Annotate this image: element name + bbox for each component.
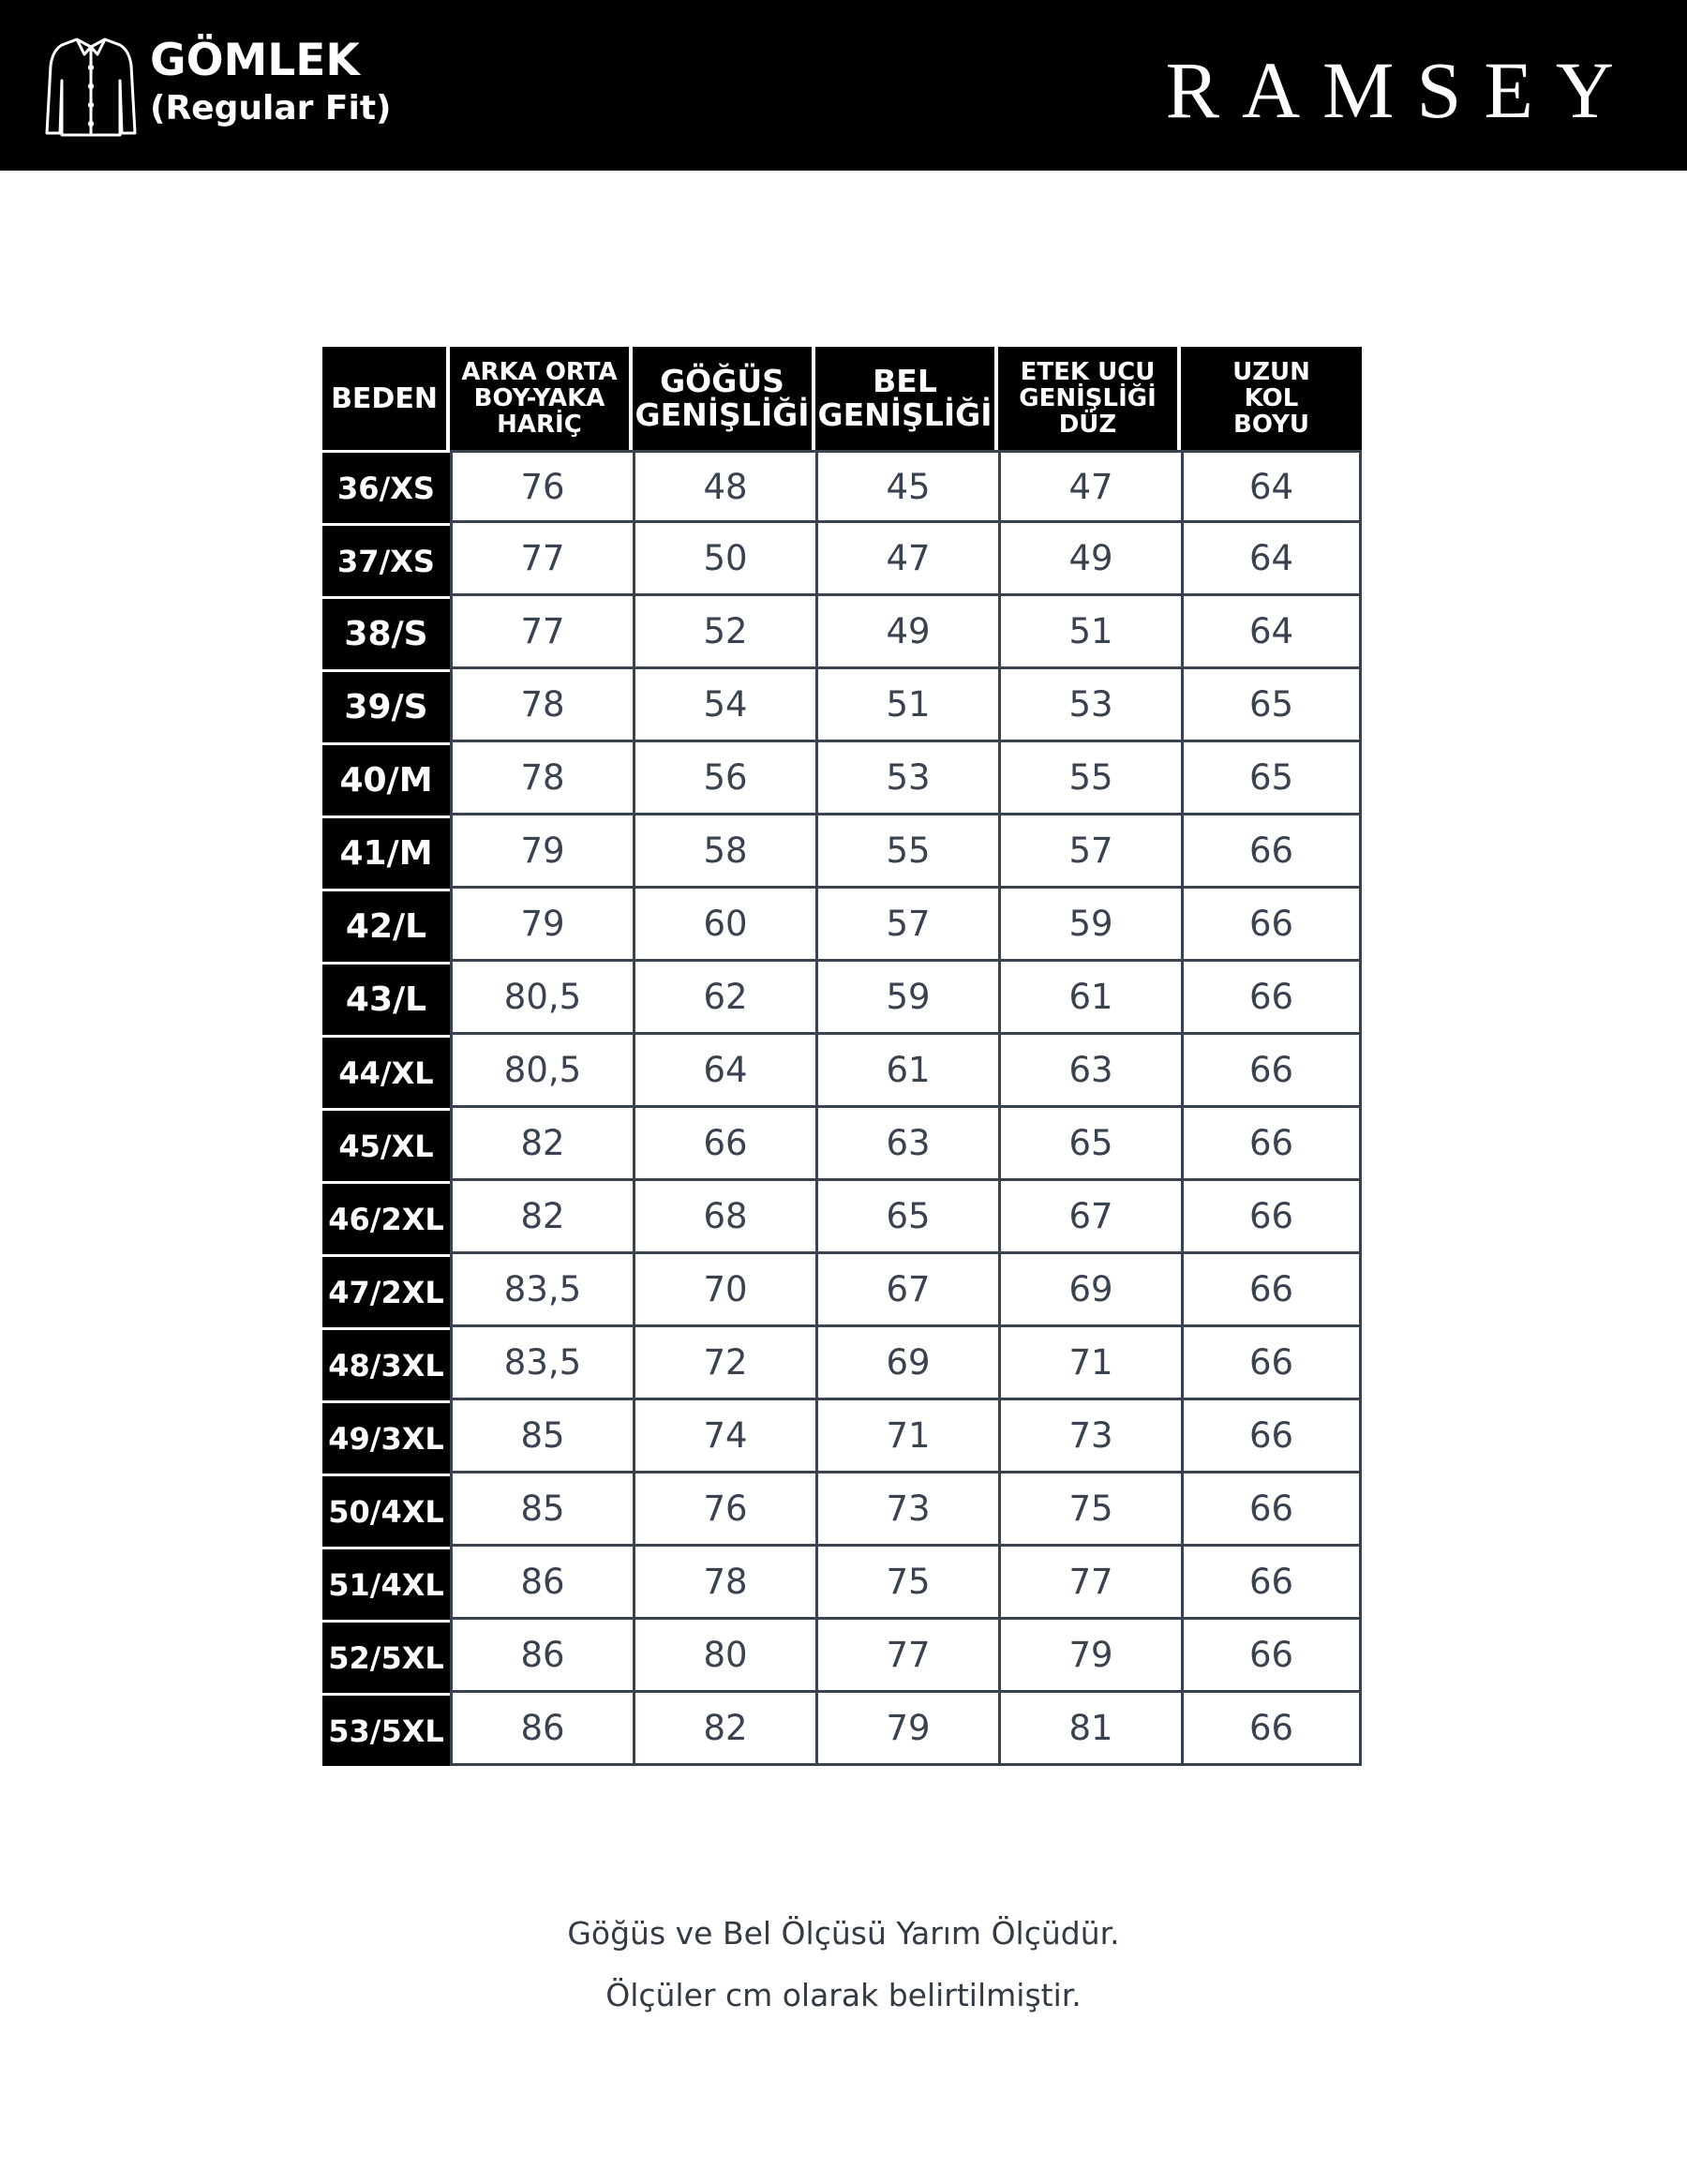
table-cell: 55	[815, 815, 998, 889]
table-cell: 79	[815, 1693, 998, 1766]
table-cell: 65	[1181, 742, 1362, 815]
table-cell: 73	[815, 1473, 998, 1547]
table-cell: 66	[1181, 1327, 1362, 1400]
size-label: 39/S	[322, 669, 450, 742]
shirt-icon	[41, 34, 141, 139]
size-label: 51/4XL	[322, 1547, 450, 1620]
table-row	[322, 1620, 1366, 1693]
table-cell: 70	[633, 1254, 815, 1327]
table-cell: 83,5	[450, 1254, 633, 1327]
table-cell: 79	[450, 889, 633, 962]
table-cell: 45	[815, 450, 998, 523]
table-cell: 81	[998, 1693, 1181, 1766]
table-cell: 79	[450, 815, 633, 889]
brand-logo: RAMSEY	[1165, 45, 1636, 135]
table-cell: 75	[815, 1547, 998, 1620]
table-cell: 61	[998, 962, 1181, 1035]
table-row	[322, 450, 1366, 523]
table-row	[322, 596, 1366, 669]
footnotes	[0, 1903, 1687, 2027]
table-row	[322, 1108, 1366, 1181]
table-cell: 82	[450, 1108, 633, 1181]
table-cell: 66	[1181, 1254, 1362, 1327]
table-cell: 76	[633, 1473, 815, 1547]
size-label: 38/S	[322, 596, 450, 669]
table-cell: 60	[633, 889, 815, 962]
table-cell: 65	[1181, 669, 1362, 742]
size-label: 45/XL	[322, 1108, 450, 1181]
table-row	[322, 1327, 1366, 1400]
table-cell: 52	[633, 596, 815, 669]
column-header-label: ETEK UCU GENİŞLİĞİ DÜZ	[1019, 358, 1157, 439]
column-header-label: ARKA ORTA BOY-YAKA HARİÇ	[461, 358, 618, 439]
table-cell: 85	[450, 1473, 633, 1547]
table-cell: 49	[815, 596, 998, 669]
table-row	[322, 962, 1366, 1035]
table-row	[322, 1693, 1366, 1766]
table-cell: 51	[998, 596, 1181, 669]
table-row	[322, 1035, 1366, 1108]
table-cell: 53	[998, 669, 1181, 742]
table-cell: 71	[998, 1327, 1181, 1400]
table-cell: 82	[450, 1181, 633, 1254]
size-label: 44/XL	[322, 1035, 450, 1108]
table-cell: 68	[633, 1181, 815, 1254]
table-cell: 59	[815, 962, 998, 1035]
table-cell: 80,5	[450, 962, 633, 1035]
header-bar	[0, 0, 1687, 171]
table-cell: 50	[633, 523, 815, 596]
table-cell: 57	[998, 815, 1181, 889]
table-row	[322, 1181, 1366, 1254]
size-label: 43/L	[322, 962, 450, 1035]
note-units: Ölçüler cm olarak belirtilmiştir.	[605, 1977, 1082, 2013]
table-row	[322, 1547, 1366, 1620]
table-cell: 51	[815, 669, 998, 742]
table-cell: 77	[450, 596, 633, 669]
table-cell: 66	[1181, 962, 1362, 1035]
table-cell: 66	[1181, 889, 1362, 962]
table-cell: 55	[998, 742, 1181, 815]
size-label: 37/XS	[322, 523, 450, 596]
table-cell: 66	[1181, 1035, 1362, 1108]
size-label: 41/M	[322, 815, 450, 889]
size-label: 53/5XL	[322, 1693, 450, 1766]
table-cell: 66	[1181, 1181, 1362, 1254]
table-row	[322, 889, 1366, 962]
size-label: 36/XS	[322, 450, 450, 523]
table-cell: 58	[633, 815, 815, 889]
table-cell: 49	[998, 523, 1181, 596]
table-cell: 63	[815, 1108, 998, 1181]
table-row	[322, 669, 1366, 742]
table-cell: 64	[1181, 450, 1362, 523]
subtitle-text: (Regular Fit)	[150, 89, 392, 127]
table-cell: 66	[1181, 1473, 1362, 1547]
table-cell: 72	[633, 1327, 815, 1400]
table-cell: 62	[633, 962, 815, 1035]
table-cell: 83,5	[450, 1327, 633, 1400]
title-text: GÖMLEK	[150, 35, 360, 86]
table-row	[322, 1400, 1366, 1473]
column-header-label: GÖĞÜS GENİŞLİĞİ	[634, 363, 810, 433]
table-cell: 78	[450, 742, 633, 815]
table-cell: 69	[998, 1254, 1181, 1327]
size-label: 52/5XL	[322, 1620, 450, 1693]
table-cell: 63	[998, 1035, 1181, 1108]
table-row	[322, 1254, 1366, 1327]
table-row	[322, 523, 1366, 596]
size-chart-table	[322, 347, 1366, 1766]
table-cell: 66	[633, 1108, 815, 1181]
table-row	[322, 742, 1366, 815]
size-label: 42/L	[322, 889, 450, 962]
table-cell: 66	[1181, 1693, 1362, 1766]
table-cell: 54	[633, 669, 815, 742]
table-cell: 56	[633, 742, 815, 815]
size-label: 46/2XL	[322, 1181, 450, 1254]
note-half-measure: Göğüs ve Bel Ölçüsü Yarım Ölçüdür.	[567, 1915, 1120, 1952]
table-cell: 48	[633, 450, 815, 523]
table-body	[322, 450, 1366, 1766]
table-cell: 66	[1181, 1400, 1362, 1473]
table-cell: 53	[815, 742, 998, 815]
table-cell: 74	[633, 1400, 815, 1473]
size-label: 47/2XL	[322, 1254, 450, 1327]
table-cell: 85	[450, 1400, 633, 1473]
column-header-label: BEL GENİŞLİĞİ	[817, 363, 993, 433]
size-label: 49/3XL	[322, 1400, 450, 1473]
table-cell: 69	[815, 1327, 998, 1400]
column-header	[450, 347, 633, 450]
column-header	[815, 347, 998, 450]
table-cell: 77	[815, 1620, 998, 1693]
table-cell: 86	[450, 1620, 633, 1693]
table-cell: 57	[815, 889, 998, 962]
table-cell: 75	[998, 1473, 1181, 1547]
table-cell: 64	[1181, 523, 1362, 596]
table-cell: 65	[815, 1181, 998, 1254]
size-label: 40/M	[322, 742, 450, 815]
table-cell: 67	[998, 1181, 1181, 1254]
table-cell: 78	[450, 669, 633, 742]
table-cell: 71	[815, 1400, 998, 1473]
table-row	[322, 815, 1366, 889]
table-cell: 59	[998, 889, 1181, 962]
table-cell: 66	[1181, 1547, 1362, 1620]
table-cell: 79	[998, 1620, 1181, 1693]
table-header-row	[322, 347, 1366, 450]
table-cell: 86	[450, 1693, 633, 1766]
table-cell: 66	[1181, 1620, 1362, 1693]
table-cell: 80,5	[450, 1035, 633, 1108]
table-cell: 66	[1181, 1108, 1362, 1181]
table-cell: 47	[998, 450, 1181, 523]
table-cell: 86	[450, 1547, 633, 1620]
size-label: 48/3XL	[322, 1327, 450, 1400]
table-cell: 67	[815, 1254, 998, 1327]
column-header	[322, 347, 450, 450]
size-label: 50/4XL	[322, 1473, 450, 1547]
table-cell: 61	[815, 1035, 998, 1108]
table-cell: 64	[1181, 596, 1362, 669]
table-cell: 73	[998, 1400, 1181, 1473]
table-cell: 77	[450, 523, 633, 596]
column-header	[1181, 347, 1362, 450]
table-cell: 82	[633, 1693, 815, 1766]
table-cell: 66	[1181, 815, 1362, 889]
table-cell: 80	[633, 1620, 815, 1693]
table-cell: 65	[998, 1108, 1181, 1181]
column-header-label: BEDEN	[331, 381, 438, 415]
table-cell: 64	[633, 1035, 815, 1108]
column-header-label: UZUN KOL BOYU	[1232, 358, 1310, 439]
column-header	[998, 347, 1181, 450]
page-title	[150, 34, 392, 129]
table-row	[322, 1473, 1366, 1547]
table-cell: 78	[633, 1547, 815, 1620]
column-header	[633, 347, 815, 450]
table-cell: 77	[998, 1547, 1181, 1620]
table-cell: 76	[450, 450, 633, 523]
table-cell: 47	[815, 523, 998, 596]
